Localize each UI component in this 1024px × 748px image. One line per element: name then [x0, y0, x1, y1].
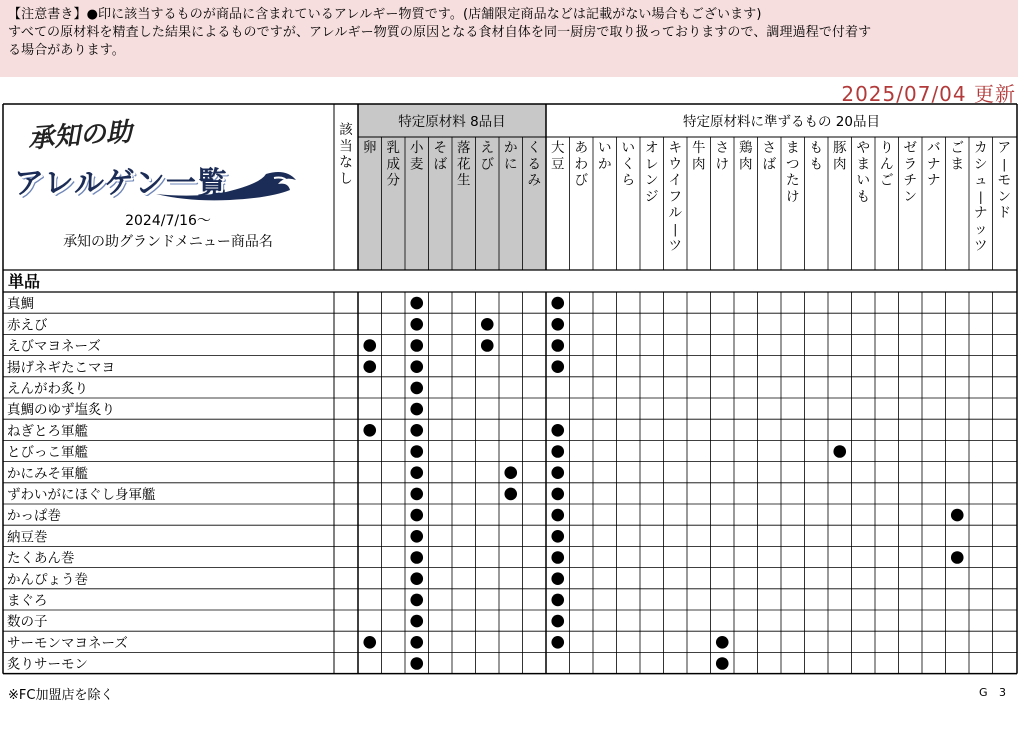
- allergen-mark: [410, 572, 423, 585]
- item-name: たくあん巻: [7, 550, 75, 567]
- allergen-mark: [410, 594, 423, 607]
- wave-icon: [156, 164, 306, 204]
- allergen-mark: [716, 636, 729, 649]
- allergen-mark: [551, 551, 564, 564]
- column-header: まつたけ: [786, 140, 800, 205]
- allergen-mark: [410, 360, 423, 373]
- menu-name: 承知の助グランドメニュー商品名: [63, 234, 273, 250]
- allergen-mark: [551, 318, 564, 331]
- allergen-mark: [363, 339, 376, 352]
- column-header: やまいも: [856, 140, 870, 205]
- allergen-mark: [410, 318, 423, 331]
- column-header: そば: [433, 140, 447, 173]
- allergen-mark: [410, 636, 423, 649]
- menu-date: 2024/7/16〜: [125, 213, 211, 229]
- notice-line-1: 【注意書き】●印に該当するものが商品に含まれているアレルギー物質です。(店舗限定商品などは記載がない場合もございます): [8, 7, 762, 22]
- allergen-mark: [410, 403, 423, 416]
- column-header: かに: [504, 140, 518, 173]
- column-header: ゼラチン: [903, 140, 917, 205]
- page-title: アレルゲン一覧: [14, 166, 228, 201]
- item-name: とびっこ軍艦: [7, 444, 88, 461]
- allergen-mark: [363, 636, 376, 649]
- item-name: ずわいがにほぐし身軍艦: [7, 487, 156, 503]
- logo-area: [6, 106, 330, 266]
- column-header: 卵: [363, 140, 377, 156]
- item-name: かにみそ軍艦: [7, 465, 88, 482]
- column-header: バナナ: [927, 140, 941, 189]
- allergen-mark: [410, 466, 423, 479]
- item-name: サーモンマヨネーズ: [7, 635, 128, 652]
- allergen-mark: [951, 509, 964, 522]
- notice-line-3: る場合があります。: [8, 43, 125, 58]
- none-column-header: 該当なし: [339, 122, 353, 187]
- allergen-mark: [504, 488, 517, 501]
- item-name: えんがわ炙り: [7, 381, 88, 397]
- item-name: 赤えび: [7, 317, 48, 334]
- allergen-mark: [716, 657, 729, 670]
- updated-date: 2025/07/04 更新: [841, 82, 1016, 106]
- column-header: りんご: [880, 140, 894, 189]
- item-name: 数の子: [7, 614, 48, 631]
- group1-header: 特定原材料 8品目: [398, 114, 506, 130]
- item-name: えびマヨネーズ: [7, 338, 101, 355]
- allergen-mark: [363, 360, 376, 373]
- brand-logo: 承知の助: [27, 117, 133, 155]
- allergen-mark: [551, 572, 564, 585]
- allergen-mark: [551, 466, 564, 479]
- allergen-mark: [410, 297, 423, 310]
- column-header: さけ: [715, 140, 729, 173]
- group2-header: 特定原材料に準ずるもの 20品目: [683, 114, 880, 130]
- column-header: 落花生: [457, 140, 471, 189]
- allergen-mark: [410, 445, 423, 458]
- column-header: くるみ: [527, 140, 541, 189]
- column-header: ごま: [950, 140, 964, 173]
- allergen-mark: [410, 657, 423, 670]
- allergen-mark: [363, 424, 376, 437]
- allergen-mark: [551, 339, 564, 352]
- column-header: キウイフル|ツ: [668, 140, 682, 254]
- column-header: いか: [598, 140, 612, 173]
- allergen-mark: [504, 466, 517, 479]
- allergen-mark: [410, 509, 423, 522]
- item-name: 炙りサーモン: [7, 656, 88, 673]
- column-header: もも: [809, 140, 823, 173]
- item-name: 揚げネギたこマヨ: [7, 359, 115, 376]
- allergen-mark: [410, 530, 423, 543]
- column-header: オレンジ: [645, 140, 659, 205]
- page-number: G 3: [978, 686, 1010, 699]
- allergen-mark: [833, 445, 846, 458]
- column-header: いくら: [621, 140, 635, 189]
- item-name: かっぱ巻: [7, 508, 61, 525]
- column-header: 大豆: [551, 140, 565, 173]
- column-header: 鶏肉: [739, 140, 753, 173]
- allergen-mark: [410, 551, 423, 564]
- allergen-mark: [410, 488, 423, 501]
- item-name: 真鯛: [7, 296, 34, 313]
- allergen-mark: [551, 297, 564, 310]
- item-name: 納豆巻: [7, 529, 48, 546]
- column-header: 小麦: [410, 140, 424, 173]
- allergen-mark: [551, 530, 564, 543]
- column-header: 乳成分: [386, 140, 400, 189]
- allergen-mark: [410, 615, 423, 628]
- item-name: ねぎとろ軍艦: [7, 423, 88, 440]
- allergen-mark: [551, 424, 564, 437]
- item-name: かんぴょう巻: [7, 571, 88, 588]
- allergen-mark: [551, 594, 564, 607]
- footnote: ※FC加盟店を除く: [8, 688, 114, 703]
- notice-line-2: すべての原材料を精査した結果によるものですが、アレルギー物質の原因となる食材自体を同一厨房で取り扱っておりますので、調理過程で付着す: [8, 25, 872, 40]
- item-name: まぐろ: [7, 593, 48, 609]
- column-header: 豚肉: [833, 140, 847, 173]
- allergen-mark: [481, 339, 494, 352]
- allergen-mark: [951, 551, 964, 564]
- column-header: ア|モンド: [997, 140, 1011, 222]
- allergen-mark: [551, 509, 564, 522]
- allergen-mark: [551, 445, 564, 458]
- allergen-mark: [551, 360, 564, 373]
- column-header: さば: [762, 140, 776, 173]
- allergen-mark: [410, 424, 423, 437]
- allergen-mark: [410, 382, 423, 395]
- allergen-mark: [551, 615, 564, 628]
- allergen-mark: [410, 339, 423, 352]
- section-title: 単品: [8, 272, 41, 291]
- column-header: えび: [480, 140, 494, 173]
- column-header: 牛肉: [692, 140, 706, 173]
- allergen-mark: [551, 636, 564, 649]
- column-header: あわび: [574, 140, 588, 189]
- allergen-mark: [551, 488, 564, 501]
- allergen-mark: [481, 318, 494, 331]
- item-name: 真鯛のゆず塩炙り: [7, 402, 115, 419]
- column-header: カシュ|ナッツ: [974, 140, 988, 254]
